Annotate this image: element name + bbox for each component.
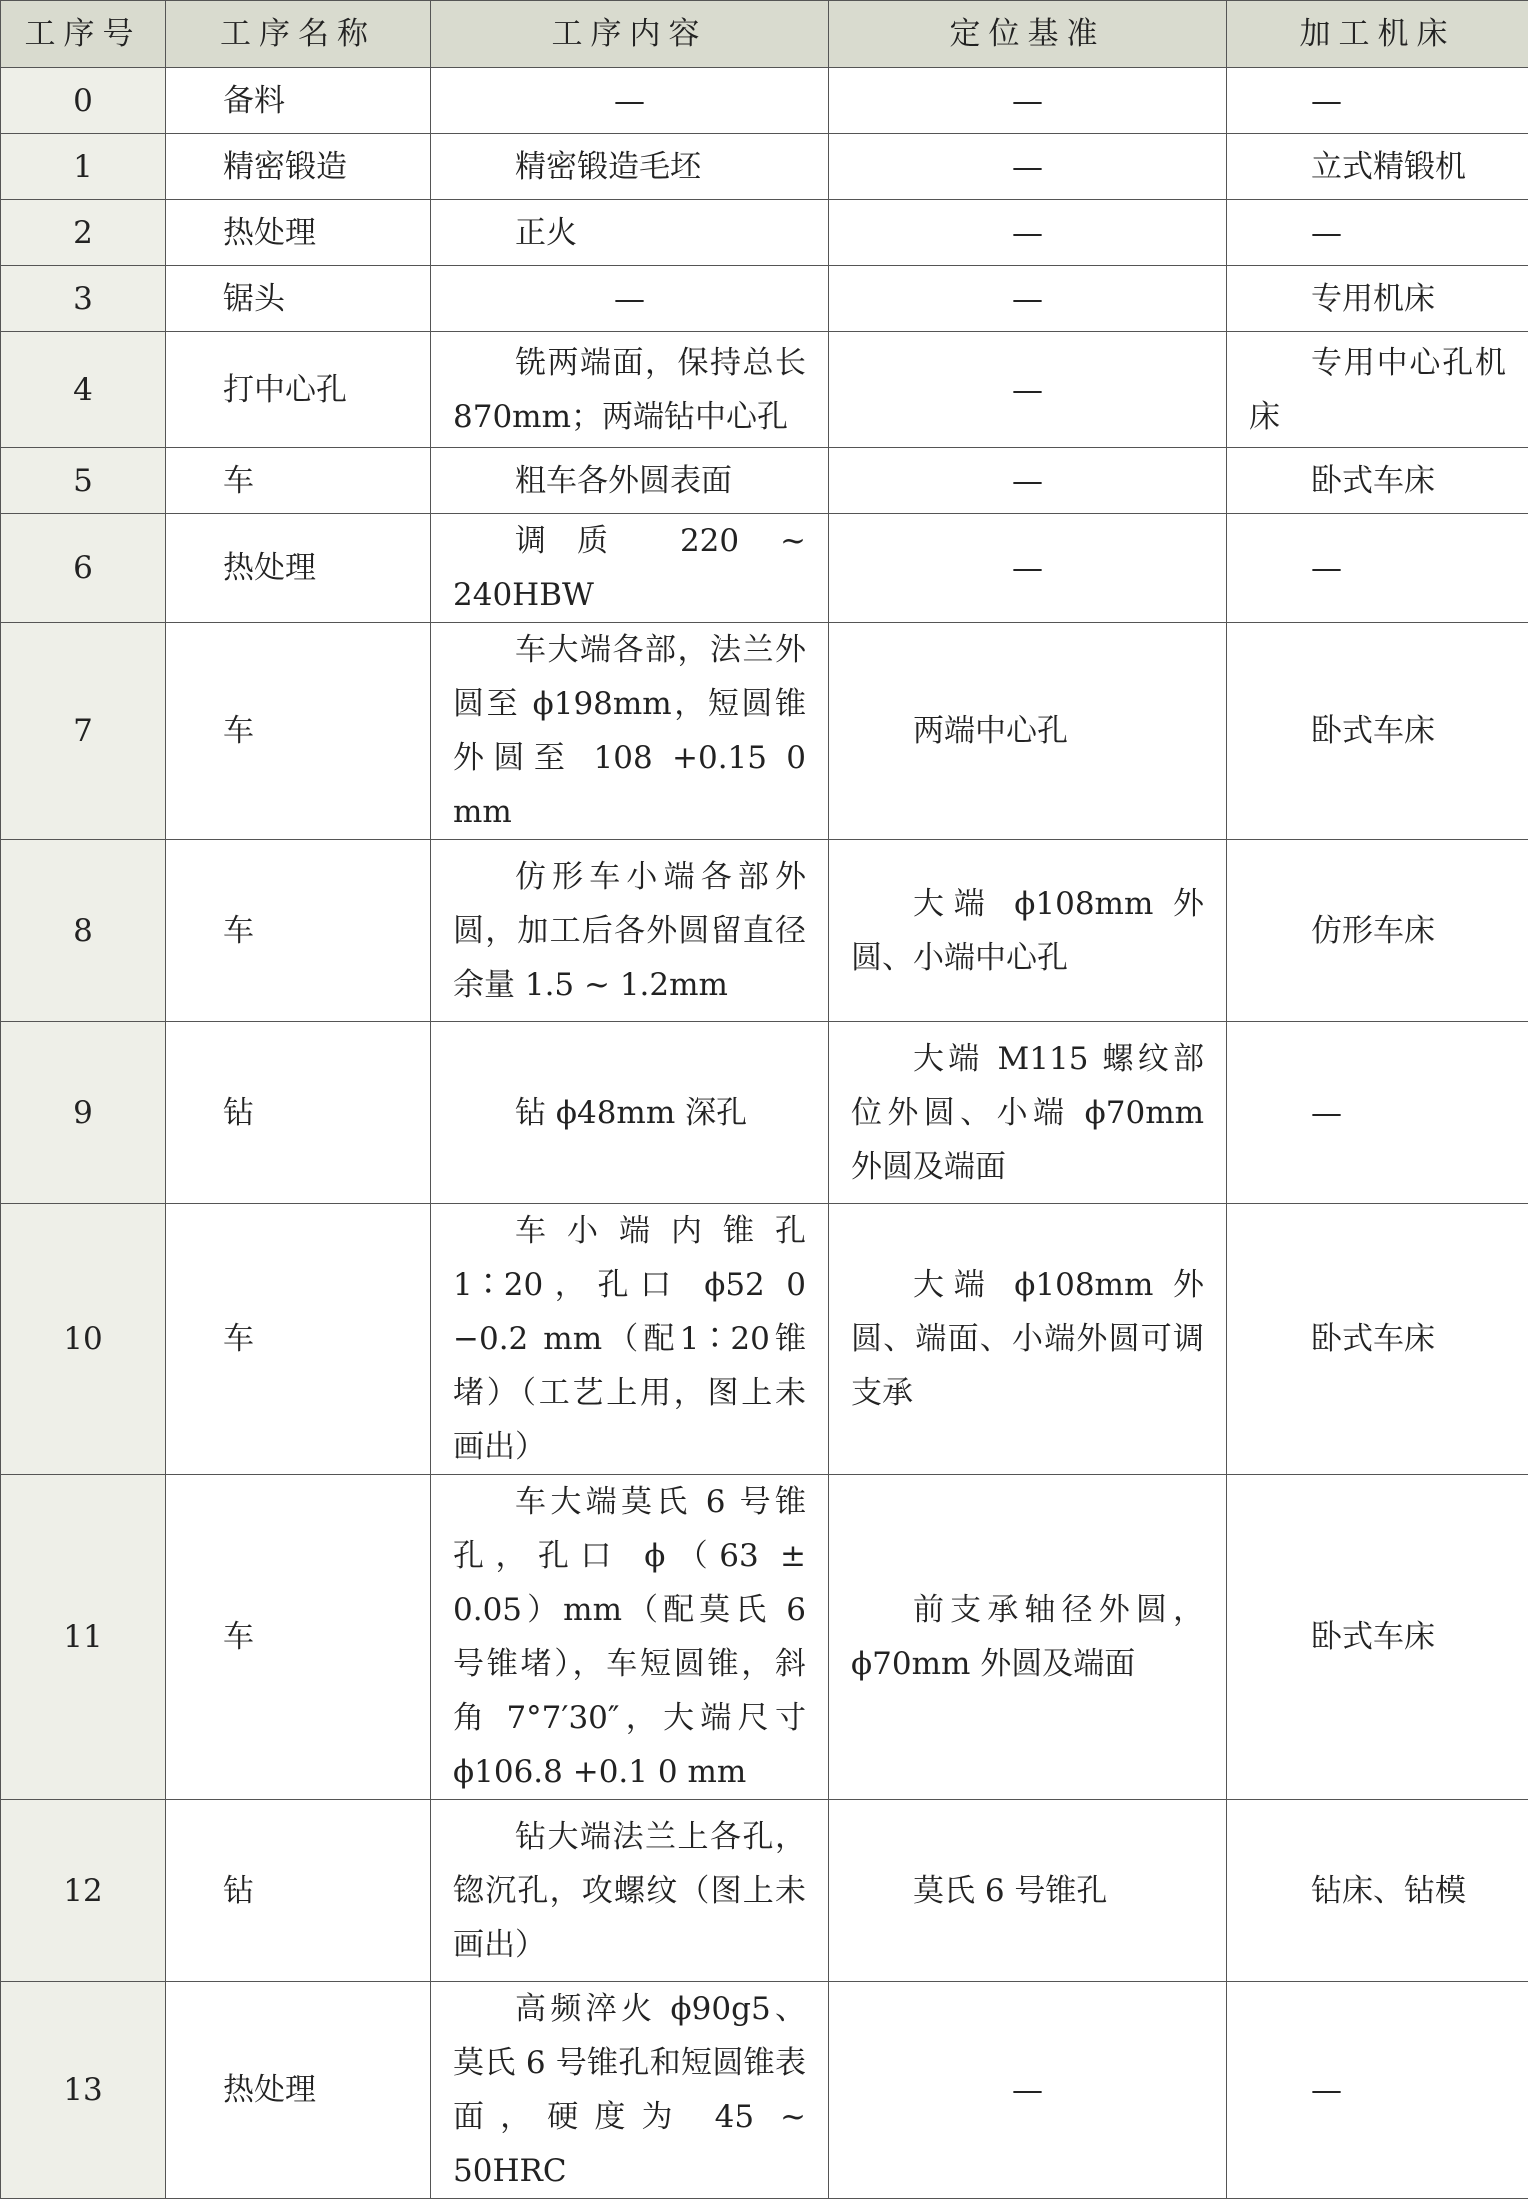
process-content: 车大端莫氏 6 号锥孔，孔口 ϕ（63 ± 0.05）mm（配莫氏 6 号锥堵），车短圆锥，斜角 7°7′30″，大端尺寸 ϕ106.8 +0.1 0 mm [431,1475,829,1800]
header-machine-tool: 加工机床 [1227,1,1528,68]
locating-datum: — [829,68,1227,134]
process-name: 打中心孔 [166,332,431,448]
locating-datum: — [829,266,1227,332]
process-content: 钻 ϕ48mm 深孔 [431,1022,829,1204]
locating-datum: 莫氏 6 号锥孔 [829,1800,1227,1982]
table-row [1,514,1528,623]
process-number: 13 [1,1982,166,2199]
process-name: 热处理 [166,200,431,266]
process-content: 铣两端面，保持总长870mm；两端钻中心孔 [431,332,829,448]
locating-datum: — [829,332,1227,448]
locating-datum: 两端中心孔 [829,623,1227,840]
process-name: 车 [166,1204,431,1475]
process-content: 高频淬火 ϕ90g5、莫氏 6 号锥孔和短圆锥表面，硬度为 45 ~ 50HRC [431,1982,829,2199]
table-row [1,332,1528,448]
locating-datum: — [829,200,1227,266]
process-content: — [431,68,829,134]
machine-tool: — [1227,1022,1528,1204]
process-content: 正火 [431,200,829,266]
machine-tool: 卧式车床 [1227,623,1528,840]
process-number: 4 [1,332,166,448]
machine-tool: 钻床、钻模 [1227,1800,1528,1982]
header-row [1,1,1528,68]
table-row [1,623,1528,840]
process-content: 调质 220 ~ 240HBW [431,514,829,623]
table-row [1,1475,1528,1800]
locating-datum: 前支承轴径外圆，ϕ70mm 外圆及端面 [829,1475,1227,1800]
table-row [1,840,1528,1022]
locating-datum: — [829,448,1227,514]
process-name: 钻 [166,1022,431,1204]
process-number: 9 [1,1022,166,1204]
process-number: 0 [1,68,166,134]
header-process-name: 工序名称 [166,1,431,68]
table-row [1,134,1528,200]
machine-tool: 仿形车床 [1227,840,1528,1022]
header-process-content: 工序内容 [431,1,829,68]
machine-tool: — [1227,1982,1528,2199]
process-name: 车 [166,840,431,1022]
machine-tool: — [1227,68,1528,134]
process-number: 8 [1,840,166,1022]
process-number: 11 [1,1475,166,1800]
process-name: 热处理 [166,1982,431,2199]
locating-datum: — [829,134,1227,200]
process-content: 仿形车小端各部外圆，加工后各外圆留直径余量 1.5 ~ 1.2mm [431,840,829,1022]
process-content: — [431,266,829,332]
process-name: 精密锻造 [166,134,431,200]
table-row [1,1982,1528,2199]
process-content: 粗车各外圆表面 [431,448,829,514]
machine-tool: — [1227,514,1528,623]
table-row [1,200,1528,266]
process-content: 钻大端法兰上各孔，锪沉孔，攻螺纹（图上未画出） [431,1800,829,1982]
table-row [1,448,1528,514]
machine-tool: 卧式车床 [1227,448,1528,514]
machine-tool: 卧式车床 [1227,1475,1528,1800]
process-number: 2 [1,200,166,266]
table-body [1,68,1528,2199]
header-locating-datum: 定位基准 [829,1,1227,68]
process-content: 车小端内锥孔 1∶20，孔口 ϕ52 0 −0.2 mm（配1∶20锥堵）（工艺上用，图上未画出） [431,1204,829,1475]
process-number: 5 [1,448,166,514]
locating-datum: — [829,514,1227,623]
process-name: 车 [166,1475,431,1800]
process-number: 10 [1,1204,166,1475]
machine-tool: 卧式车床 [1227,1204,1528,1475]
process-name: 热处理 [166,514,431,623]
process-name: 车 [166,623,431,840]
process-name: 备料 [166,68,431,134]
machine-tool: 专用机床 [1227,266,1528,332]
table-row [1,266,1528,332]
table-header [1,1,1528,68]
table-row [1,1204,1528,1475]
process-name: 车 [166,448,431,514]
machine-tool: — [1227,200,1528,266]
process-number: 7 [1,623,166,840]
process-content: 车大端各部，法兰外圆至 ϕ198mm，短圆锥外圆至 108 +0.15 0 mm [431,623,829,840]
table-row [1,1800,1528,1982]
locating-datum: 大端 ϕ108mm 外圆、小端中心孔 [829,840,1227,1022]
process-number: 6 [1,514,166,623]
process-number: 1 [1,134,166,200]
process-content: 精密锻造毛坯 [431,134,829,200]
machine-tool: 立式精锻机 [1227,134,1528,200]
machine-tool: 专用中心孔机床 [1227,332,1528,448]
locating-datum: — [829,1982,1227,2199]
process-number: 12 [1,1800,166,1982]
locating-datum: 大端 M115 螺纹部位外圆、小端 ϕ70mm 外圆及端面 [829,1022,1227,1204]
header-process-number: 工序号 [1,1,166,68]
locating-datum: 大端 ϕ108mm 外圆、端面、小端外圆可调支承 [829,1204,1227,1475]
process-number: 3 [1,266,166,332]
process-name: 钻 [166,1800,431,1982]
table-row [1,68,1528,134]
process-name: 锯头 [166,266,431,332]
table-row [1,1022,1528,1204]
